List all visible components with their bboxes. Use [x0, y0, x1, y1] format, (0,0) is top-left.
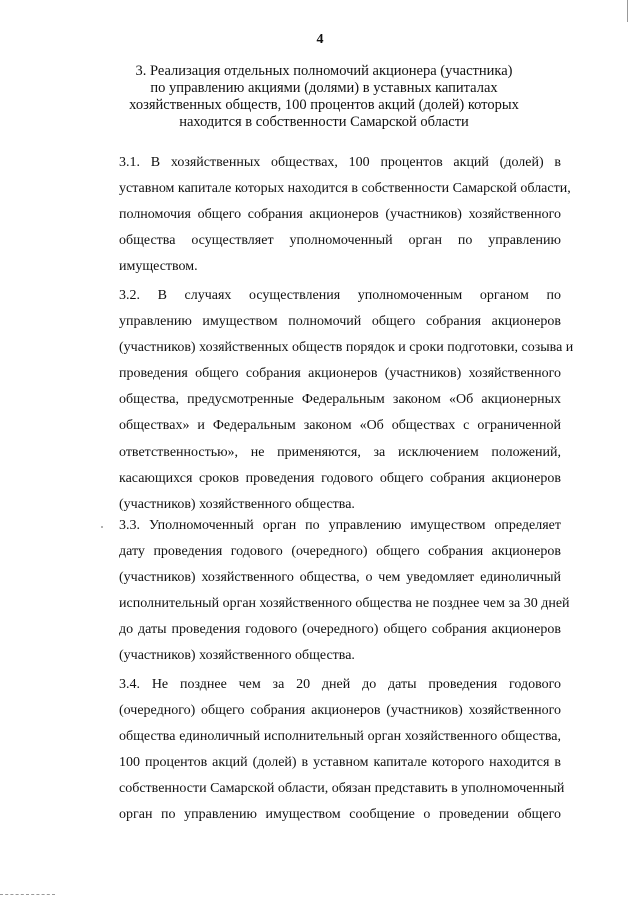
- paragraph-line: проведения общего собрания акционеров (участников) хозяйственного: [119, 366, 561, 382]
- paragraph-3-3: [83, 513, 570, 670]
- paragraph-line: ответственностью», не применяются, за исключением положений,: [119, 444, 561, 460]
- paragraph-line: 3.1. В хозяйственных обществах, 100 процентов акций (долей) в: [119, 155, 561, 170]
- paragraph-line: имуществом.: [119, 259, 198, 275]
- paragraph-3-2: [83, 283, 574, 518]
- paragraph-line: (участников) хозяйственного общества.: [119, 648, 355, 664]
- paragraph-line: до даты проведения годового (очередного) общего собрания акционеров: [119, 622, 561, 638]
- paragraph-line: орган по управлению имуществом сообщение о проведении общего: [119, 807, 561, 823]
- paragraph-line: общества единоличный исполнительный орган хозяйственного общества,: [119, 729, 561, 745]
- heading-line: находится в собственности Самарской области: [179, 114, 469, 130]
- paragraph-line: дату проведения годового (очередного) общего собрания акционеров: [119, 544, 561, 560]
- paragraph-line: управлению имуществом полномочий общего собрания акционеров: [119, 314, 561, 330]
- heading-line: хозяйственных обществ, 100 процентов акций (долей) которых: [129, 97, 519, 113]
- paragraph-line: общества, предусмотренные Федеральным законом «Об акционерных: [119, 392, 561, 408]
- paragraph-line: общества осуществляет уполномоченный орган по управлению: [119, 233, 561, 249]
- paragraph-line: обществах» и Федеральным законом «Об обществах с ограниченной: [119, 418, 561, 434]
- paragraph-line: 3.4. Не позднее чем за 20 дней до даты проведения годового: [119, 677, 561, 692]
- paragraph-line: 100 процентов акций (долей) в уставном капитале которого находится в: [119, 755, 561, 771]
- paragraph-line: 3.2. В случаях осуществления уполномоченным органом по: [119, 288, 561, 303]
- section-heading: [78, 63, 570, 131]
- page-number: 4: [316, 32, 324, 47]
- paragraph-line: уставном капитале которых находится в собственности Самарской области,: [119, 181, 571, 197]
- scan-edge-mark: [613, 0, 628, 22]
- paragraph-line: (участников) хозяйственного общества, о чем уведомляет единоличный: [119, 570, 561, 586]
- paragraph-line: 3.3. Уполномоченный орган по управлению имуществом определяет: [119, 518, 561, 533]
- paragraph-3-4: [83, 672, 565, 829]
- paragraph-line: (очередного) общего собрания акционеров (участников) хозяйственного: [119, 703, 561, 719]
- paragraph-line: касающихся сроков проведения годового общего собрания акционеров: [119, 470, 561, 486]
- paragraph-line: исполнительный орган хозяйственного общества не позднее чем за 30 дней: [119, 596, 570, 612]
- paragraph-line: собственности Самарской области, обязан представить в уполномоченный: [119, 781, 565, 797]
- scan-edge-mark: [0, 894, 55, 895]
- paragraph-line: (участников) хозяйственных обществ порядок и сроки подготовки, созыва и: [119, 340, 574, 356]
- paragraph-line: (участников) хозяйственного общества.: [119, 496, 355, 512]
- paragraph-line: полномочия общего собрания акционеров (участников) хозяйственного: [119, 207, 561, 223]
- heading-line: по управлению акциями (долями) в уставных капиталах: [150, 80, 498, 96]
- paragraph-3-1: [83, 150, 571, 280]
- heading-line: 3. Реализация отдельных полномочий акционера (участника): [135, 63, 513, 79]
